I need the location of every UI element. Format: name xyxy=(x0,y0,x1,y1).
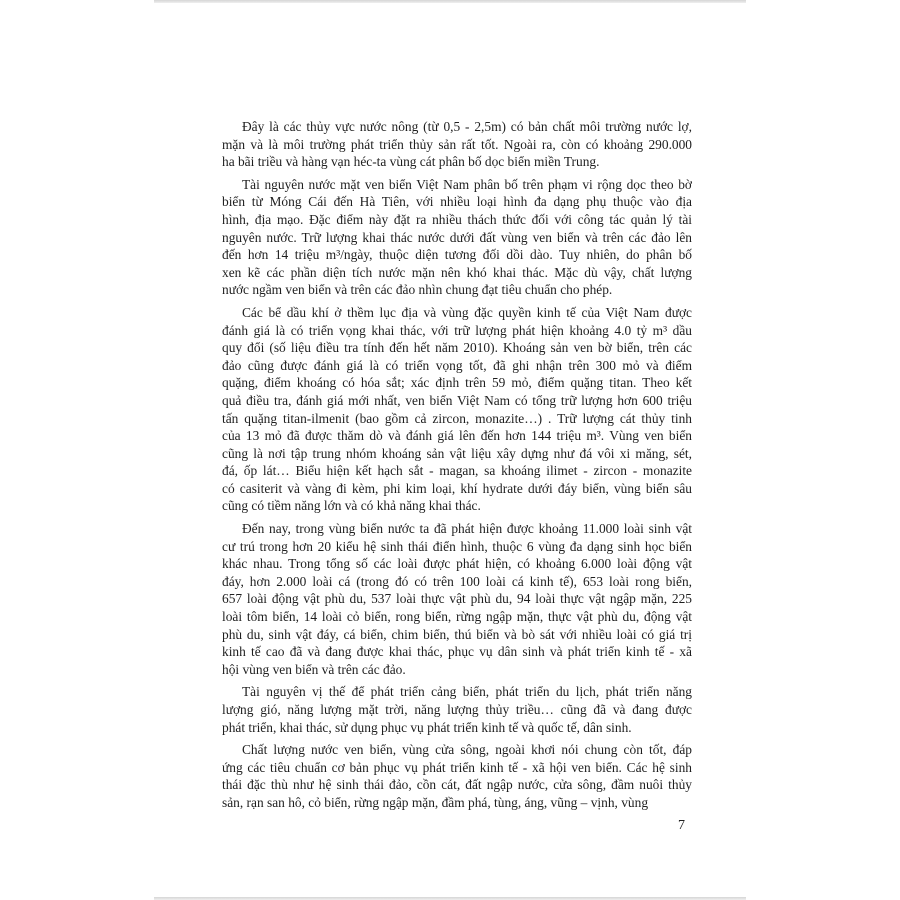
paragraph xyxy=(222,176,692,299)
page-body xyxy=(222,118,692,817)
text-line: đá, ốp lát… Biểu hiện kết hạch sắt - magan, sa khoáng ilimet - zircon - monazite xyxy=(222,463,692,479)
text-line: Chất lượng nước ven biển, vùng cửa sông, ngoài khơi nói chung còn tốt, đáp xyxy=(242,742,692,758)
paragraph xyxy=(222,118,692,171)
text-line: đáy, hơn 2.000 loài cá (trong đó có trên 100 loài cá kinh tế), 653 loài rong biển, xyxy=(222,573,692,589)
text-line: ứng các tiêu chuẩn cơ bản phục vụ phát triển kinh tế - xã hội ven biển. Các hệ sinh xyxy=(222,759,692,775)
paragraph xyxy=(222,520,692,678)
text-line: ha bãi triều và hàng vạn héc-ta vùng cát phân bố dọc biển miền Trung. xyxy=(222,154,600,170)
text-line: loài tôm biển, 14 loài cỏ biển, rong biển, rừng ngập mặn, thực vật phù du, động vật xyxy=(222,609,692,625)
text-line: biển từ Móng Cái đến Hà Tiên, với nhiều loại hình đa dạng phụ thuộc vào địa xyxy=(222,194,692,210)
text-line: Tài nguyên vị thế để phát triển cảng biển, phát triển du lịch, phát triển năng xyxy=(242,684,692,700)
text-line: xen kẽ các phần diện tích nước mặn nên khó khai thác. Mặc dù vậy, chất lượng xyxy=(222,264,692,280)
text-line: có casiterit và vàng đi kèm, phi kim loại, khí hydrate dưới đáy biển, vùng biển sâu xyxy=(222,480,692,496)
text-line: phát triển, khai thác, sử dụng phục vụ phát triển kinh tế và quốc tế, dân sinh. xyxy=(222,719,632,735)
page-top-edge xyxy=(154,0,746,3)
text-line: quy đổi (số liệu điều tra tính đến hết năm 2010). Khoáng sản ven bờ biển, trên các xyxy=(222,340,692,356)
text-line: quặng, điểm khoáng có hóa sắt; xác định trên 59 mỏ, điểm quặng titan. Theo kết xyxy=(222,375,692,391)
page-number: 7 xyxy=(678,818,685,833)
paragraph xyxy=(222,741,692,811)
text-line: hội vùng ven biển và trên các đảo. xyxy=(222,661,406,677)
text-line: sản, rạn san hô, cỏ biển, rừng ngập mặn, đầm phá, tùng, áng, vũng – vịnh, vùng xyxy=(222,794,649,810)
text-line: 657 loài động vật phù du, 537 loài thực vật phù du, 94 loài thực vật ngập mặn, 225 xyxy=(222,591,692,607)
text-line: lượng gió, năng lượng mặt trời, năng lượng thủy triều… cũng đã và đang được xyxy=(222,702,692,717)
text-line: Đây là các thủy vực nước nông (từ 0,5 - 2,5m) có bản chất môi trường nước lợ, xyxy=(242,119,692,134)
paragraph xyxy=(222,304,692,515)
text-line: kinh tế cao đã và đang được khai thác, phục vụ dân sinh và phát triển kinh tế - xã xyxy=(222,644,692,660)
text-line: nước ngầm ven biển và trên các đảo nhìn chung đạt tiêu chuẩn cho phép. xyxy=(222,282,613,298)
text-line: đến hơn 14 triệu m³/ngày, thuộc diện tương đối dồi dào. Tuy nhiên, do phân bố xyxy=(222,247,692,263)
text-line: Các bể dầu khí ở thềm lục địa và vùng đặc quyền kinh tế của Việt Nam được xyxy=(242,304,692,320)
text-line: mặn và là môi trường phát triển thủy sản rất tốt. Ngoài ra, còn có khoảng 290.000 xyxy=(222,136,692,152)
text-line: của 13 mỏ đã được thăm dò và đánh giá lên đến hơn 144 triệu m³. Vùng ven biển xyxy=(222,428,692,444)
text-line: phù du, sinh vật đáy, cá biển, chim biển, thú biển và bò sát với nhiều loài có giá trị xyxy=(222,626,692,642)
text-line: nguyên nước. Trữ lượng khai thác nước dưới đất vùng ven biển và trên các đảo lên xyxy=(222,229,692,245)
text-line: Tài nguyên nước mặt ven biển Việt Nam phân bố trên phạm vi rộng dọc theo bờ xyxy=(242,176,692,192)
paragraph-list xyxy=(222,118,692,812)
text-line: Đến nay, trong vùng biển nước ta đã phát hiện được khoảng 11.000 loài sinh vật xyxy=(242,521,692,537)
paragraph xyxy=(222,683,692,736)
text-line: đảo cũng được đánh giá là có triển vọng tốt, đã ghi nhận trên 300 mỏ và điểm xyxy=(222,357,692,373)
text-line: hình, địa mạo. Đặc điểm này đặt ra nhiều thách thức đối với công tác quản lý tài xyxy=(222,211,692,227)
text-line: quả điều tra, đánh giá mới nhất, ven biển Việt Nam có tổng trữ lượng hơn 600 triệu xyxy=(222,392,692,408)
text-line: cư trú trong hơn 20 kiểu hệ sinh thái điển hình, thuộc 6 vùng đa dạng sinh học biển xyxy=(222,538,692,554)
text-line: thái đặc thù như hệ sinh thái đảo, cồn cát, đất ngập nước, cửa sông, đầm nuôi thủy xyxy=(222,777,692,793)
text-line: cũng là nơi tập trung nhóm khoáng sản vật liệu xây dựng như đá vôi xi măng, sét, xyxy=(222,445,692,461)
text-line: khác nhau. Trong tổng số các loài được phát hiện, có khoảng 6.000 loài động vật xyxy=(222,556,692,572)
text-line: cũng có tiềm năng lớn và có khả năng khai thác. xyxy=(222,498,481,514)
text-line: đánh giá là có triển vọng khai thác, với trữ lượng phát hiện khoảng 4.0 tỷ m³ dầu xyxy=(222,322,692,338)
text-line: tấn quặng titan-ilmenit (bao gồm cả zircon, monazite…) . Trữ lượng cát thủy tinh xyxy=(222,410,692,426)
